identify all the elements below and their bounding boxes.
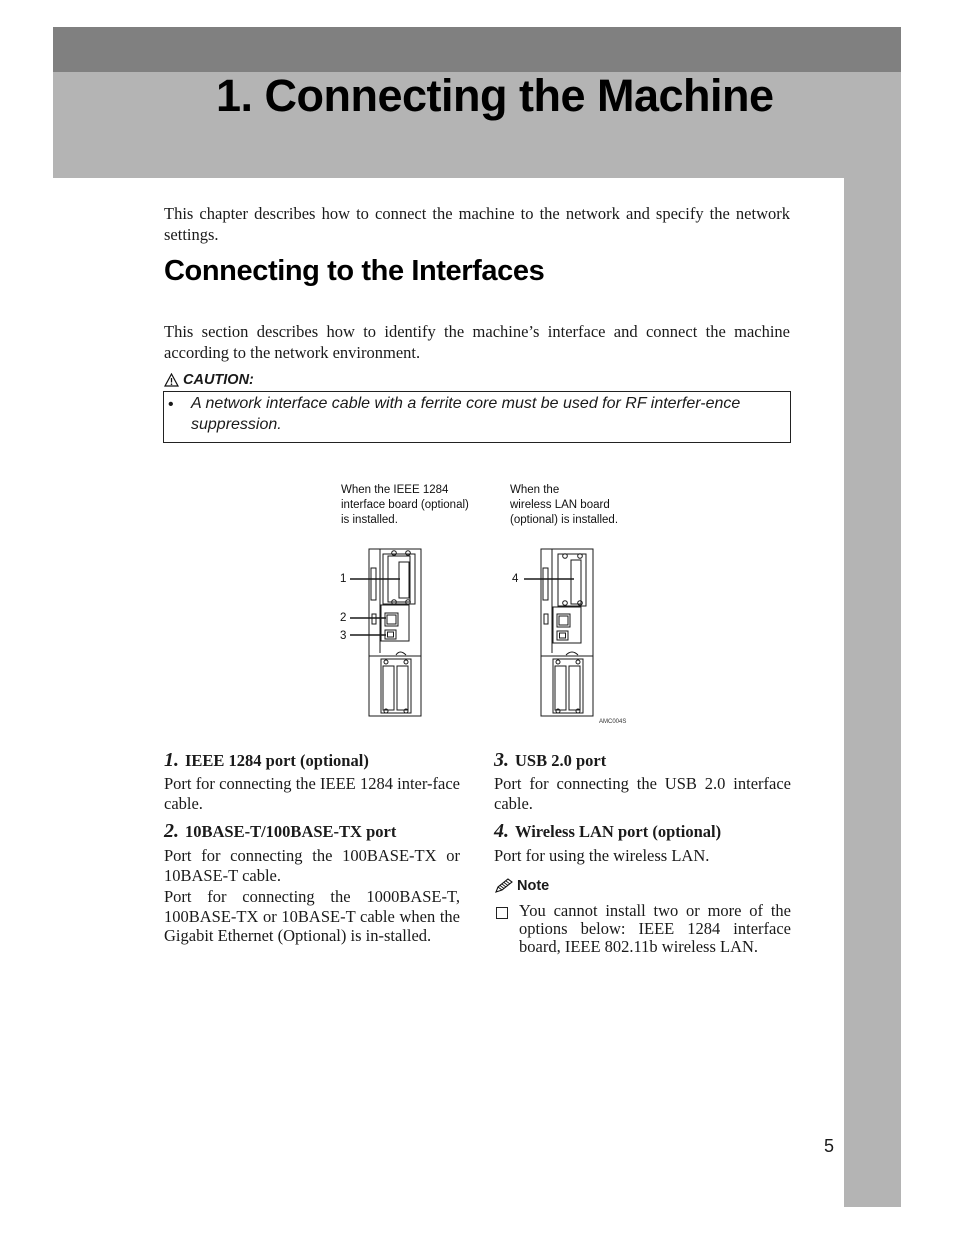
section-title: Connecting to the Interfaces	[164, 255, 545, 287]
callout-3: 3	[340, 630, 347, 642]
figure-right-caption-line: When the	[510, 484, 560, 496]
wireless-lan-board-diagram	[520, 548, 596, 718]
caution-box	[163, 391, 791, 443]
item-2-number: 2.	[164, 820, 179, 842]
item-3-number: 3.	[494, 749, 509, 771]
pencil-icon	[494, 878, 514, 894]
item-3-title: USB 2.0 port	[515, 751, 607, 770]
page-number: 5	[824, 1136, 835, 1156]
figure-right-caption-line: (optional) is installed.	[510, 514, 619, 526]
checkbox-bullet-icon	[496, 907, 508, 919]
item-2-description: Port for connecting the 100BASE-TX or 10BASE-T cable.	[164, 846, 460, 885]
chapter-intro: This chapter describes how to connect the machine to the network and specify the network settings.	[164, 204, 790, 244]
caution-label	[164, 372, 254, 388]
callout-2: 2	[340, 612, 347, 624]
side-thumb-bar	[844, 178, 901, 1207]
callout-1: 1	[340, 573, 347, 585]
note-text: You cannot install two or more of the options below: IEEE 1284 interface board, IEEE 802.11b wireless LAN.	[519, 901, 791, 956]
note-label-text: Note	[517, 878, 550, 894]
item-2-title: 10BASE-T/100BASE-TX port	[185, 822, 397, 841]
item-4-heading	[494, 820, 721, 843]
figure-right-caption-line: wireless LAN board	[510, 499, 610, 511]
caution-label-text: CAUTION:	[183, 372, 254, 388]
item-4-description: Port for using the wireless LAN.	[494, 846, 710, 865]
caution-text: A network interface cable with a ferrite core must be used for RF interfer-ence suppression.	[191, 395, 741, 433]
figure-left-caption-line: When the IEEE 1284	[341, 484, 449, 496]
note-item	[494, 902, 791, 956]
figure-left-caption-line: is installed.	[341, 514, 398, 526]
warning-triangle-icon	[164, 373, 179, 387]
figure-right-caption	[510, 483, 618, 528]
figure-left-caption	[341, 483, 469, 528]
item-2-description-gigabit: Port for connecting the 1000BASE-T, 100BASE-TX or 10BASE-T cable when the Gigabit Ethernet (Optional) is in-stalled.	[164, 887, 460, 945]
item-1-heading	[164, 749, 369, 772]
callout-4: 4	[512, 573, 519, 585]
chapter-header-dark-band	[53, 27, 901, 72]
item-1-title: IEEE 1284 port (optional)	[185, 751, 369, 770]
section-intro: This section describes how to identify the machine’s interface and connect the machine according to the network environment.	[164, 322, 790, 362]
chapter-title: 1. Connecting the Machine	[216, 70, 774, 121]
caution-bullet: •	[168, 396, 174, 413]
item-1-number: 1.	[164, 749, 179, 771]
ieee1284-board-diagram	[348, 548, 424, 718]
item-2-heading	[164, 820, 396, 843]
item-3-heading	[494, 749, 606, 772]
note-label	[494, 878, 549, 894]
item-4-title: Wireless LAN port (optional)	[515, 822, 722, 841]
item-3-description: Port for connecting the USB 2.0 interface cable.	[494, 774, 791, 813]
item-4-number: 4.	[494, 820, 509, 842]
item-1-description: Port for connecting the IEEE 1284 inter-face cable.	[164, 774, 460, 813]
figure-left-caption-line: interface board (optional)	[341, 499, 469, 511]
figure-code: AMC004S	[599, 719, 627, 725]
